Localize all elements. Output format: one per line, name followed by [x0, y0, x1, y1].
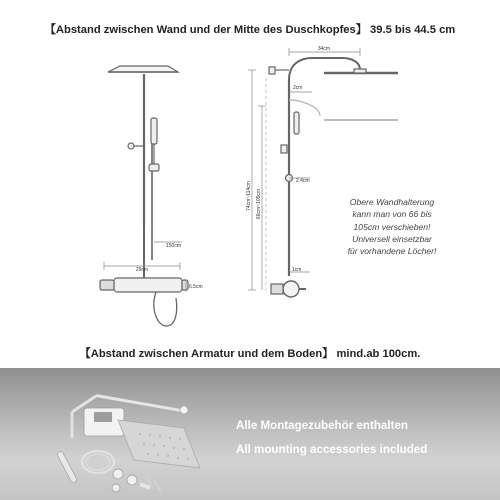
dim-height-min: 66cm~105cm: [256, 188, 262, 220]
accessories-banner: [0, 368, 500, 500]
dim-distance-24: 2.4cm: [296, 178, 310, 184]
dim-distance-2: 2cm: [293, 85, 303, 91]
dim-distance-1: 1cm: [292, 267, 302, 273]
note-line: kann man von 66 bis: [352, 209, 432, 220]
accessories-illustration: [0, 368, 230, 500]
side-view-shower: [266, 58, 398, 297]
accessories-included-de: Alle Montagezubehör enthalten: [236, 419, 408, 432]
dim-height-max: 74cm~114cm: [246, 181, 252, 211]
dim-length-150: 150cm: [166, 243, 182, 249]
dim-width-29: 29cm: [135, 267, 149, 273]
floor-distance-caption: 【Abstand zwischen Armatur und dem Boden】 mind.ab 100cm.: [79, 348, 421, 360]
note-line: Obere Wandhalterung: [349, 197, 435, 207]
note-line: 105cm verschieben!: [353, 221, 431, 232]
note-line: Universell einsetzbar: [352, 233, 432, 244]
note-line: für vorhandene Löcher!: [347, 246, 437, 257]
wall-bracket-note: [322, 196, 462, 257]
dim-height-65: 6.5cm: [189, 284, 203, 290]
dim-width-34: 34cm: [317, 46, 331, 52]
wall-distance-caption: 【Abstand zwischen Wand und der Mitte des Duschkopfes】 39.5 bis 44.5 cm: [44, 24, 456, 36]
front-view-shower: [100, 66, 188, 326]
accessories-included-en: All mounting accessories included: [236, 443, 428, 456]
